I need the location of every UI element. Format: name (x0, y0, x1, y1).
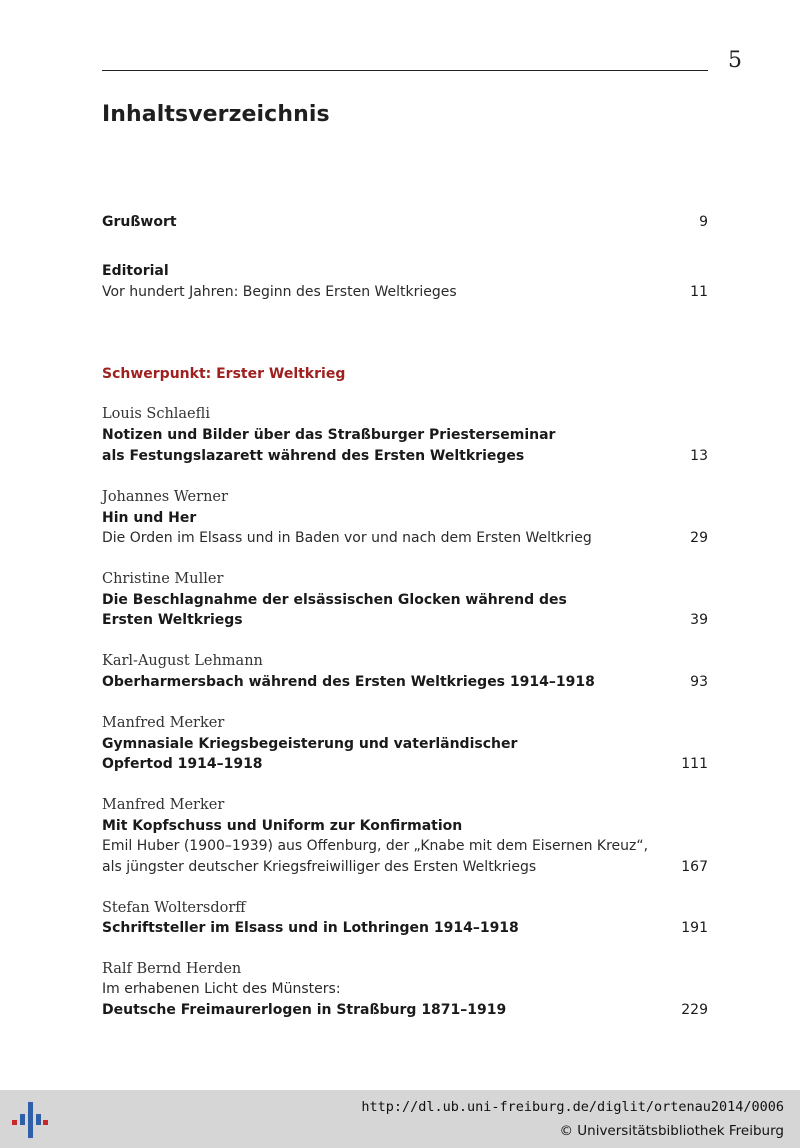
entry-editorial-heading: Editorial (102, 263, 169, 279)
entry-page: 111 (681, 756, 708, 772)
section-heading: Schwerpunkt: Erster Weltkrieg (102, 366, 346, 382)
source-url-link[interactable]: http://dl.ub.uni-freiburg.de/diglit/ortenau2014/0006 (361, 1099, 784, 1115)
entry-page: 93 (690, 674, 708, 690)
entry-subtitle: Emil Huber (1900–1939) aus Offenburg, der „Knabe mit dem Eisernen Kreuz“, (102, 838, 649, 854)
library-footer (0, 1090, 800, 1148)
entry-page: 39 (690, 612, 708, 628)
entry-author: Manfred Merker (102, 797, 225, 813)
copyright-text: © Universitätsbibliothek Freiburg (559, 1123, 784, 1139)
entry-title-cont: als Festungslazarett während des Ersten Weltkrieges (102, 448, 525, 464)
entry-title: Deutsche Freimaurerlogen in Straßburg 1871–1919 (102, 1002, 507, 1018)
entry-page: 191 (681, 920, 708, 936)
entry-title: Oberharmersbach während des Ersten Weltkrieges 1914–1918 (102, 674, 595, 690)
entry-grusswort-page: 9 (699, 214, 708, 230)
entry-title: Die Beschlagnahme der elsässischen Glocken während des (102, 592, 567, 608)
entry-editorial-page: 11 (690, 284, 708, 300)
header-rule (102, 70, 708, 71)
entry-author: Stefan Woltersdorff (102, 900, 246, 916)
entry-title: Notizen und Bilder über das Straßburger Priesterseminar (102, 427, 556, 443)
entry-author: Louis Schlaefli (102, 406, 210, 422)
ub-freiburg-logo-icon (10, 1100, 50, 1140)
entry-title-cont: Opfertod 1914–1918 (102, 756, 263, 772)
entry-title: Schriftsteller im Elsass und in Lothringen 1914–1918 (102, 920, 519, 936)
entry-subtitle: Im erhabenen Licht des Münsters: (102, 981, 341, 997)
entry-author: Ralf Bernd Herden (102, 961, 242, 977)
entry-grusswort-title: Grußwort (102, 214, 177, 230)
entry-subtitle-cont: als jüngster deutscher Kriegsfreiwilliger des Ersten Weltkriegs (102, 859, 537, 875)
entry-page: 29 (690, 530, 708, 546)
toc-title: Inhaltsverzeichnis (102, 102, 330, 127)
entry-editorial-subtitle: Vor hundert Jahren: Beginn des Ersten Weltkrieges (102, 284, 457, 300)
entry-title: Gymnasiale Kriegsbegeisterung und vaterländischer (102, 736, 518, 752)
entry-page: 13 (690, 448, 708, 464)
entry-title-cont: Ersten Weltkriegs (102, 612, 243, 628)
page-number: 5 (728, 48, 742, 73)
entry-author: Karl-August Lehmann (102, 653, 263, 669)
entry-author: Johannes Werner (102, 489, 228, 505)
entry-page: 167 (681, 859, 708, 875)
entry-page: 229 (681, 1002, 708, 1018)
entry-author: Christine Muller (102, 571, 224, 587)
entry-subtitle: Die Orden im Elsass und in Baden vor und nach dem Ersten Weltkrieg (102, 530, 592, 546)
entry-title: Hin und Her (102, 510, 197, 526)
entry-author: Manfred Merker (102, 715, 225, 731)
entry-title: Mit Kopfschuss und Uniform zur Konfirmation (102, 818, 463, 834)
